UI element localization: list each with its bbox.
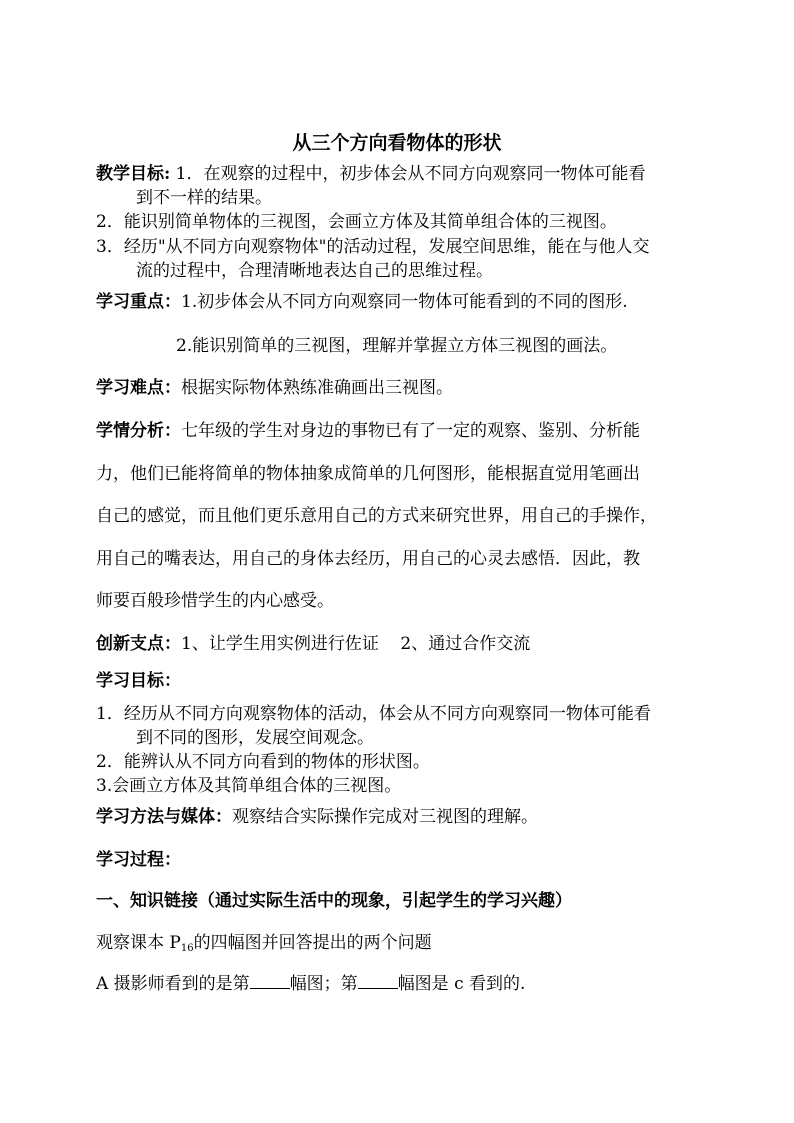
- methods-line: [96, 806, 538, 828]
- observe-line: [96, 932, 432, 960]
- teaching-goals-colon: :: [164, 164, 171, 184]
- methods-label: 学习方法与媒体：: [96, 807, 232, 827]
- difficulties-line: [96, 377, 453, 399]
- observe-page-number: 16: [180, 943, 194, 954]
- innovation-label: 创新支点：: [96, 634, 181, 654]
- teaching-goals-item1-cont: 到不一样的结果。: [136, 188, 272, 208]
- key-points-label: 学习重点：: [96, 292, 181, 312]
- key-points-line1: [96, 291, 628, 313]
- analysis-label: 学情分析：: [96, 421, 181, 441]
- analysis-line5: 师要百般珍惜学生的内心感受。: [96, 591, 334, 611]
- key-points-item1: 1.初步体会从不同方向观察同一物体可能看到的不同的图形.: [181, 292, 628, 312]
- learning-goals-item1-cont: 到不同的图形，发展空间观念。: [136, 728, 374, 748]
- process-label: 学习过程：: [96, 850, 181, 870]
- innovation-text: 1、让学生用实例进行佐证 2、通过合作交流: [181, 634, 531, 654]
- question-line: [96, 972, 525, 995]
- observe-pre: 观察课本 P: [96, 933, 181, 953]
- answer-blank-1[interactable]: [250, 972, 290, 989]
- teaching-goals-item3: 3．经历"从不同方向观察物体"的活动过程，发展空间思维，能在与他人交: [96, 237, 650, 257]
- innovation-line: [96, 633, 530, 655]
- question-part3: 幅图是 c 看到的.: [397, 974, 526, 994]
- analysis-text1: 七年级的学生对身边的事物已有了一定的观察、鉴别、分析能: [181, 421, 640, 441]
- learning-goals-label: 学习目标：: [96, 671, 181, 691]
- teaching-goals-item1: 1．在观察的过程中，初步体会从不同方向观察同一物体可能看: [170, 164, 646, 184]
- learning-goals-item3: 3.会画立方体及其简单组合体的三视图。: [96, 776, 402, 796]
- learning-goals-item2: 2．能辨认从不同方向看到的物体的形状图。: [96, 752, 430, 772]
- methods-text: 观察结合实际操作完成对三视图的理解。: [232, 807, 538, 827]
- teaching-goals-item2: 2．能识别简单物体的三视图，会画立方体及其简单组合体的三视图。: [96, 212, 617, 232]
- teaching-goals-item3-cont: 流的过程中，合理清晰地表达自己的思维过程。: [136, 261, 493, 281]
- question-part1: A 摄影师看到的是第: [96, 974, 250, 994]
- key-points-item2: 2.能识别简单的三视图，理解并掌握立方体三视图的画法。: [176, 336, 618, 356]
- difficulties-text: 根据实际物体熟练准确画出三视图。: [181, 378, 453, 398]
- page-title: 从三个方向看物体的形状: [292, 132, 502, 154]
- analysis-line2: 力，他们已能将简单的物体抽象成简单的几何图形，能根据直觉用笔画出: [96, 464, 640, 484]
- difficulties-label: 学习难点：: [96, 378, 181, 398]
- analysis-line3: 自己的感觉，而且他们更乐意用自己的方式来研究世界，用自己的手操作，: [96, 506, 657, 526]
- section1-heading: 一、知识链接（通过实际生活中的现象，引起学生的学习兴趣）: [96, 891, 572, 911]
- learning-goals-item1: 1．经历从不同方向观察物体的活动，体会从不同方向观察同一物体可能看: [96, 704, 651, 724]
- question-part2: 幅图；第: [289, 974, 358, 994]
- answer-blank-2[interactable]: [358, 972, 398, 989]
- analysis-line4: 用自己的嘴表达，用自己的身体去经历，用自己的心灵去感悟．因此，教: [96, 549, 640, 569]
- teaching-goals-label: 教学目标: [96, 164, 164, 184]
- observe-post: 的四幅图并回答提出的两个问题: [193, 933, 432, 953]
- analysis-line1: [96, 420, 640, 442]
- teaching-goals-line1: [96, 163, 646, 185]
